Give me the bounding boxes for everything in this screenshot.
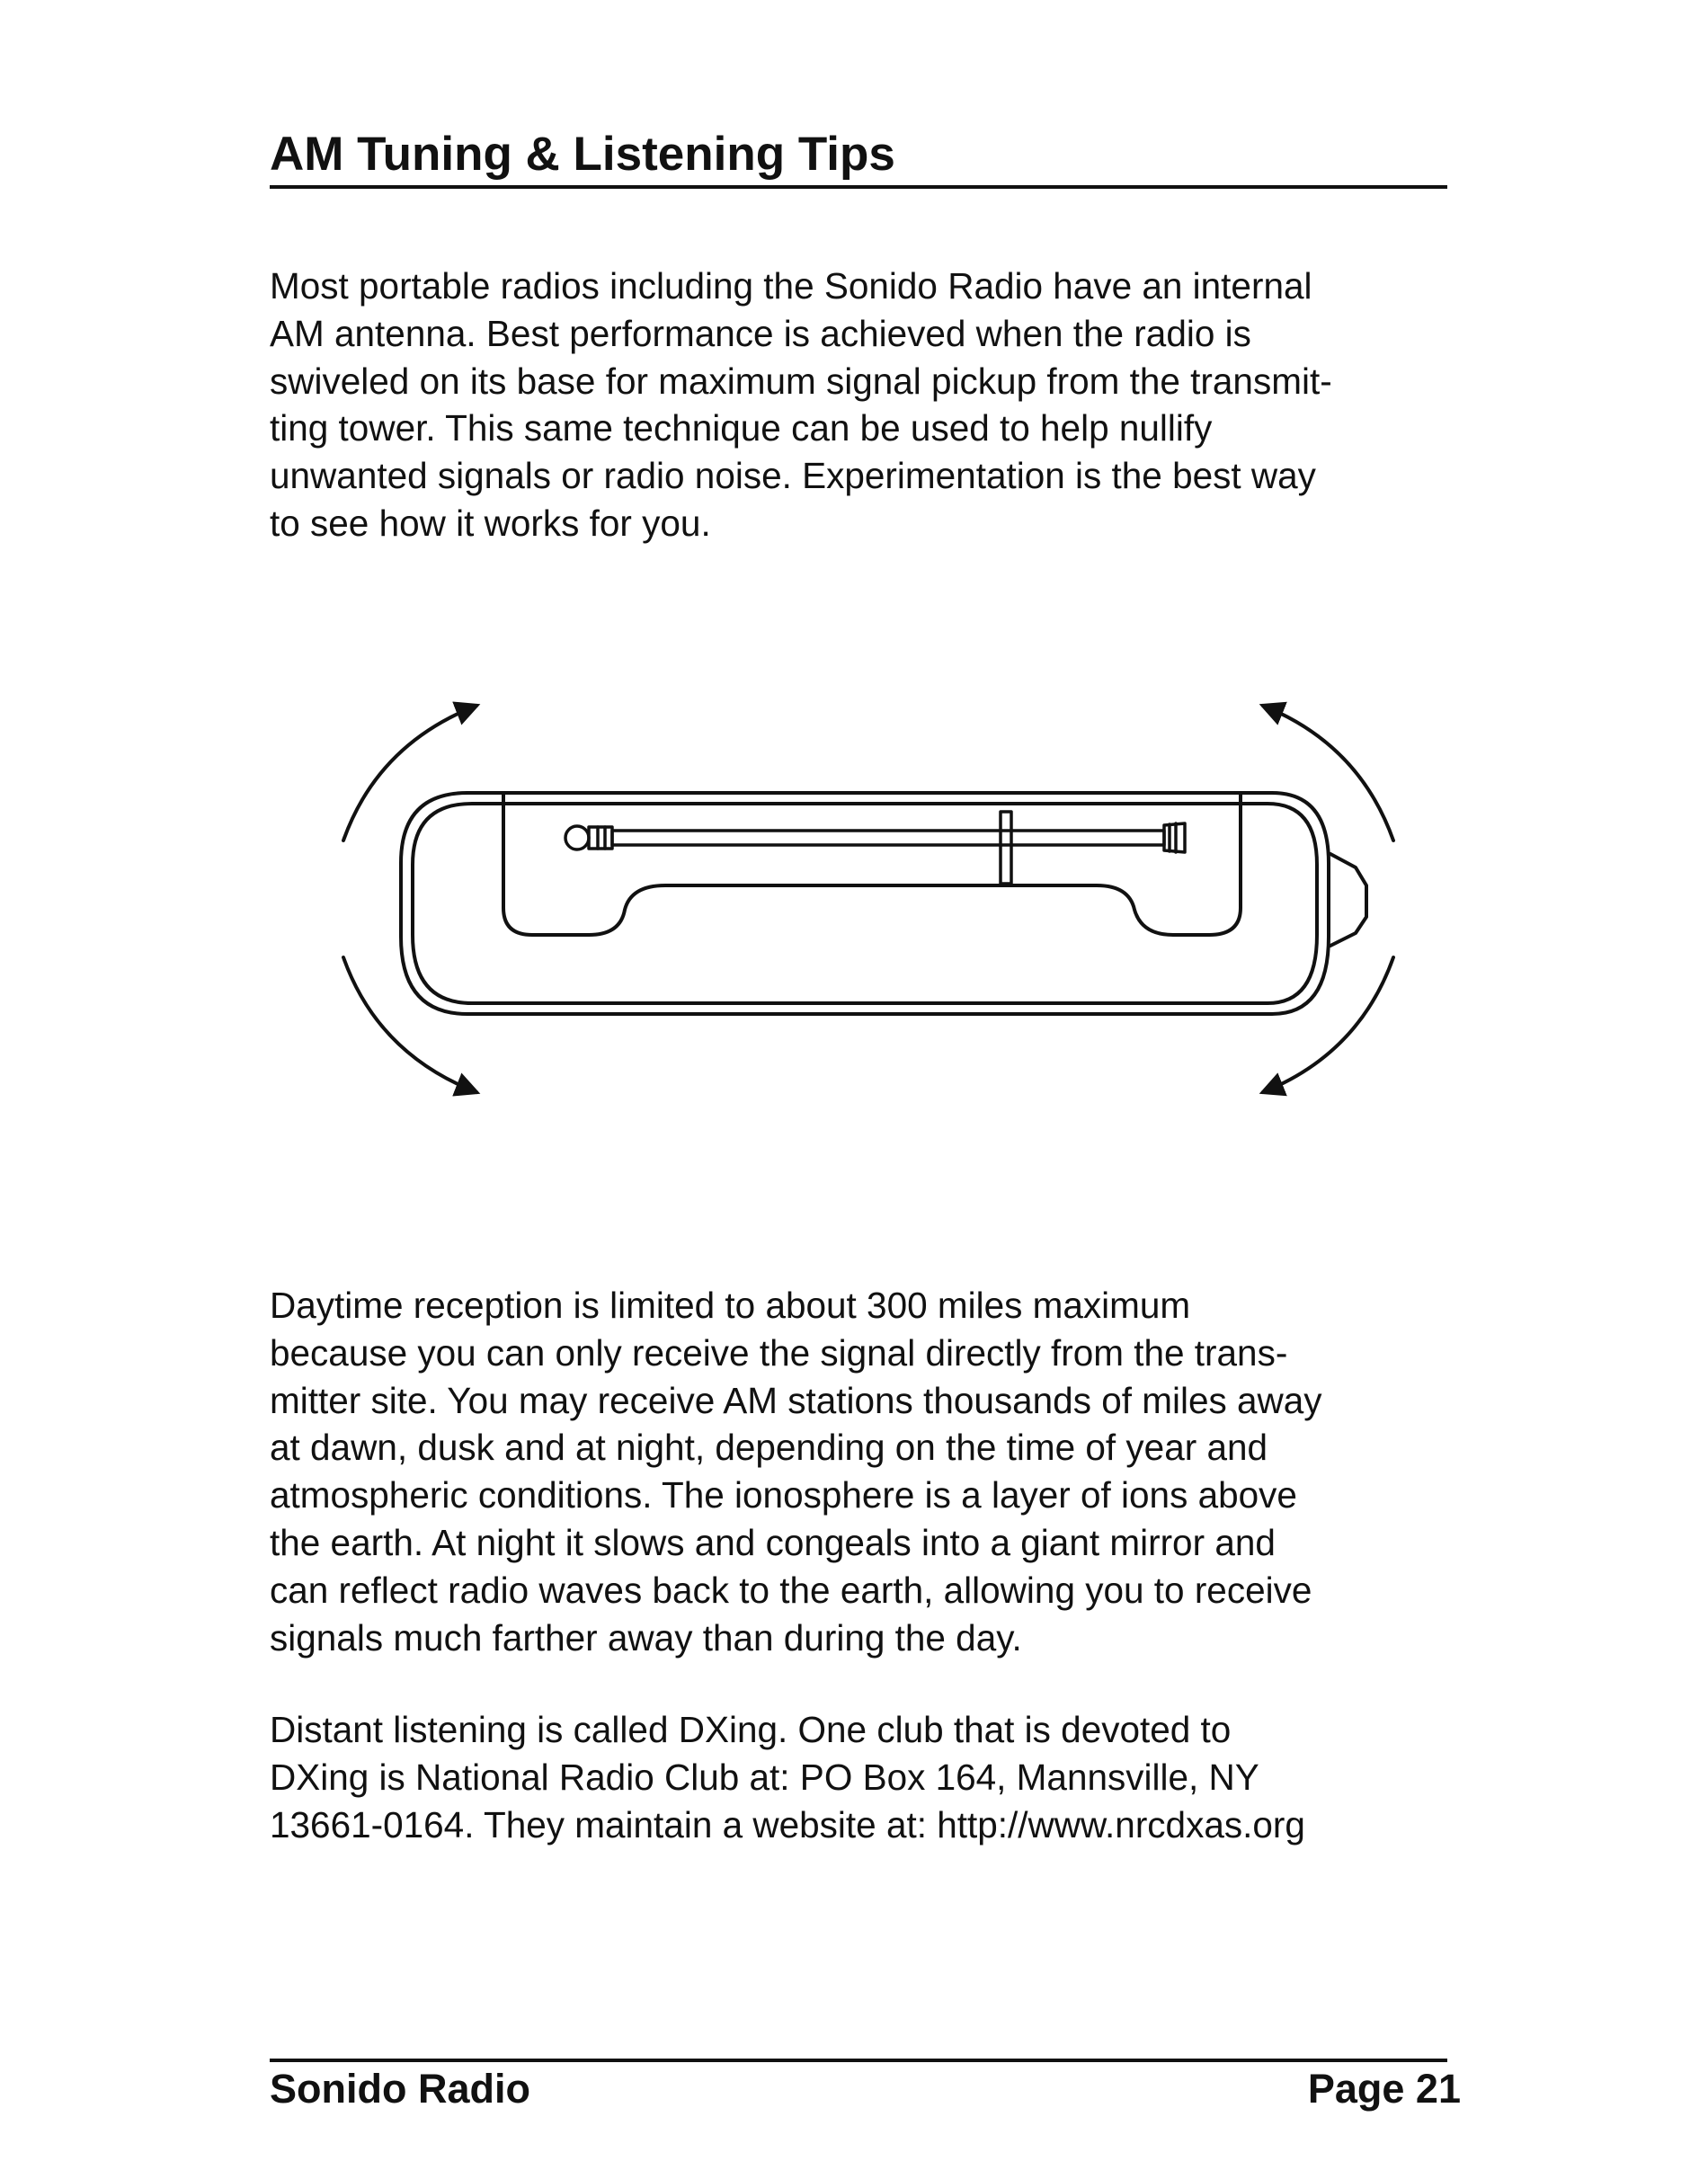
paragraph-daytime-reception: Daytime reception is limited to about 300 miles maximum because you can only receive the signal directly from the trans- mitter site. You may receive AM stations thousands of miles away at dawn, dusk and at night, depending on the time of year and atmospheric conditions. The ionosphere is a layer of ions above the earth. At night it slows and congeals into a giant mirror and can reflect radio waves back to the earth, allowing you to receive signals much farther away than during the day. — [270, 1285, 1322, 1659]
radio-swivel-illustration — [324, 683, 1402, 1115]
footer-divider — [270, 2059, 1447, 2062]
rotate-arrow-bottom-left-icon — [343, 957, 476, 1092]
paragraph-am-antenna: Most portable radios including the Sonido Radio have an internal AM antenna. Best performance is achieved when the radio is swiveled on its base for maximum signal pickup from the transmit- ting tower. This same technique can be used to help nullify unwanted signals or radio noise. Experimentation is the best way to see how it works for you. — [270, 265, 1332, 544]
radio-handle-icon — [503, 793, 1241, 935]
title-divider — [270, 185, 1447, 189]
paragraph-dxing: Distant listening is called DXing. One club that is devoted to DXing is National Radio Club at: PO Box 164, Mannsville, NY 13661-0164. They maintain a website at: http://www.nrcdxas.org — [270, 1709, 1305, 1845]
rotate-arrow-bottom-right-icon — [1263, 957, 1393, 1092]
footer-page-number: Page 21 — [1307, 2066, 1461, 2112]
rotate-arrow-top-right-icon — [1263, 706, 1393, 840]
page-title: AM Tuning & Listening Tips — [270, 128, 895, 181]
radio-body-icon — [401, 793, 1366, 1014]
antenna-icon — [565, 812, 1185, 884]
footer-product-name: Sonido Radio — [270, 2066, 530, 2112]
